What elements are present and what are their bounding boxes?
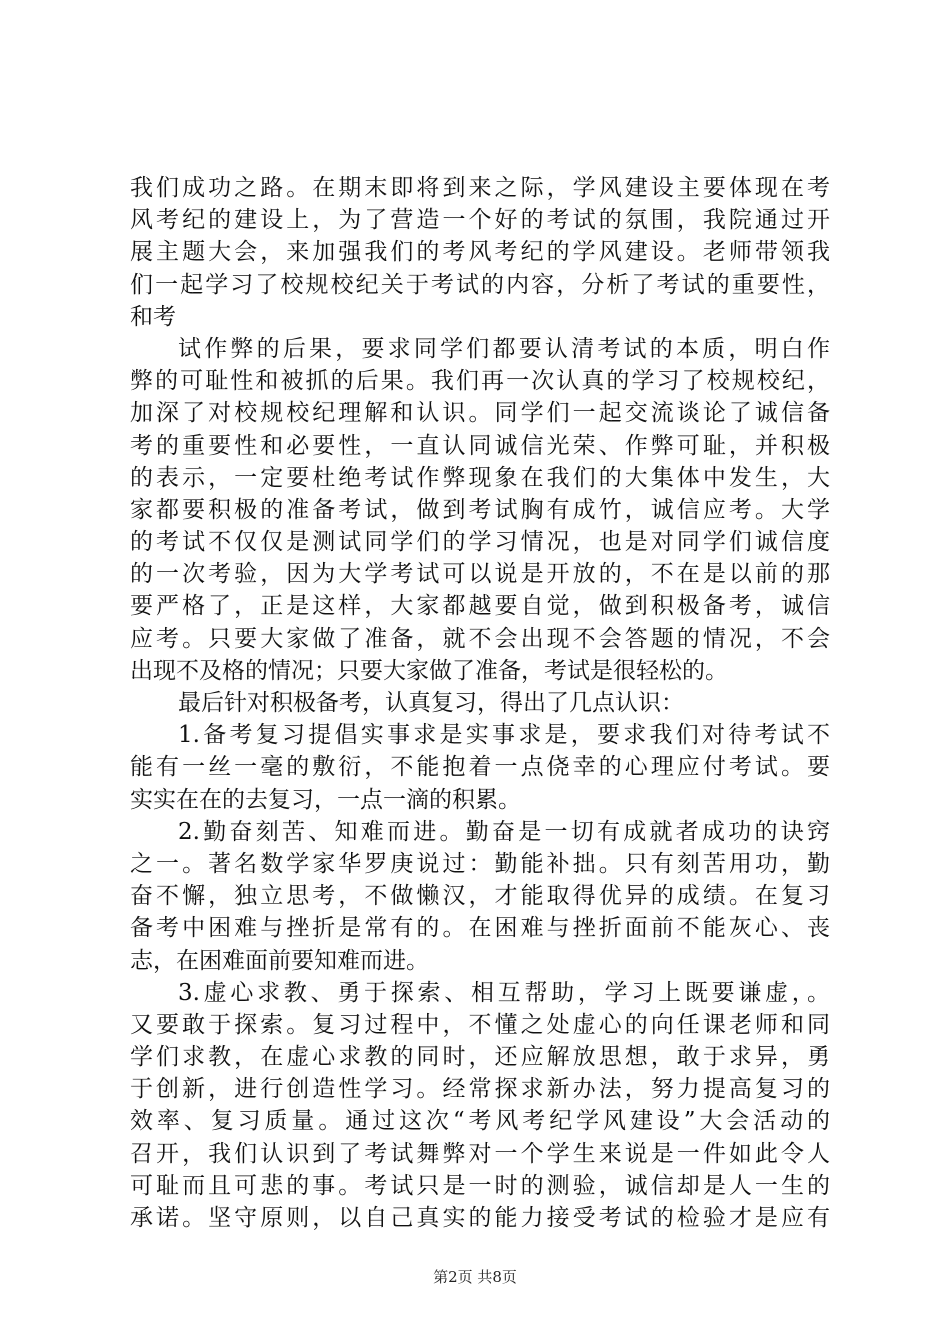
text-line: 备考中困难与挫折是常有的。在困难与挫折面前不能灰心、丧 xyxy=(130,915,830,942)
text-line: 3.虚心求教、勇于探索、相互帮助，学习上既要谦虚，。 xyxy=(178,979,830,1006)
text-line: 的考试不仅仅是测试同学们的学习情况，也是对同学们诚信度 xyxy=(130,529,830,556)
text-line: 家都要积极的准备考试，做到考试胸有成竹，诚信应考。大学 xyxy=(130,496,830,523)
text-line: 之一。著名数学家华罗庚说过：勤能补拙。只有刻苦用功，勤 xyxy=(130,850,830,877)
text-line: 展主题大会，来加强我们的考风考纪的学风建设。老师带领我 xyxy=(130,239,830,266)
text-line: 弊的可耻性和被抓的后果。我们再一次认真的学习了校规校纪， xyxy=(130,368,830,395)
text-line: 学们求教，在虚心求教的同时，还应解放思想，敢于求异，勇 xyxy=(130,1044,830,1071)
text-line: 1.备考复习提倡实事求是实事求是，要求我们对待考试不 xyxy=(178,722,830,749)
text-line: 要严格了，正是这样，大家都越要自觉，做到积极备考，诚信 xyxy=(130,593,830,620)
text-line: 我们成功之路。在期末即将到来之际，学风建设主要体现在考 xyxy=(130,175,830,201)
text-line: 出现不及格的情况；只要大家做了准备，考试是很轻松的。 xyxy=(130,657,728,684)
text-line: 又要敢于探索。复习过程中，不懂之处虚心的向任课老师和同 xyxy=(130,1011,830,1038)
document-body xyxy=(130,172,830,1234)
page-footer: 第2页 共8页 xyxy=(433,1268,517,1286)
text-line: 效率、复习质量。通过这次“考风考纪学风建设”大会活动的 xyxy=(130,1108,830,1135)
text-line: 可耻而且可悲的事。考试只是一时的测验，诚信却是人一生的 xyxy=(130,1172,830,1199)
text-line: 于创新，进行创造性学习。经常探求新办法，努力提高复习的 xyxy=(130,1076,830,1103)
text-line: 考的重要性和必要性，一直认同诚信光荣、作弊可耻，并积极 xyxy=(130,432,830,459)
text-line: 和考 xyxy=(130,303,176,330)
text-line: 加深了对校规校纪理解和认识。同学们一起交流谈论了诚信备 xyxy=(130,400,830,427)
text-line: 最后针对积极备考，认真复习，得出了几点认识： xyxy=(178,690,684,716)
text-line: 志，在困难面前要知难而进。 xyxy=(130,947,429,974)
text-line: 2.勤奋刻苦、知难而进。勤奋是一切有成就者成功的诀窍 xyxy=(178,818,830,845)
text-line: 能有一丝一毫的敷衍，不能抱着一点侥幸的心理应付考试。要 xyxy=(130,754,830,781)
text-line: 承诺。坚守原则，以自己真实的能力接受考试的检验才是应有 xyxy=(130,1205,830,1231)
text-line: 的表示，一定要杜绝考试作弊现象在我们的大集体中发生，大 xyxy=(130,464,830,491)
text-line: 的一次考验，因为大学考试可以说是开放的，不在是以前的那 xyxy=(130,561,830,588)
text-line: 试作弊的后果，要求同学们都要认清考试的本质，明白作 xyxy=(178,335,830,362)
text-line: 实实在在的去复习，一点一滴的积累。 xyxy=(130,786,521,813)
text-line: 召开，我们认识到了考试舞弊对一个学生来说是一件如此令人 xyxy=(130,1140,830,1167)
text-line: 奋不懈，独立思考，不做懒汉，才能取得优异的成绩。在复习 xyxy=(130,883,830,910)
text-line: 应考。只要大家做了准备，就不会出现不会答题的情况，不会 xyxy=(130,625,830,652)
text-line: 风考纪的建设上，为了营造一个好的考试的氛围，我院通过开 xyxy=(130,207,830,234)
text-line: 们一起学习了校规校纪关于考试的内容，分析了考试的重要性， xyxy=(130,271,830,298)
